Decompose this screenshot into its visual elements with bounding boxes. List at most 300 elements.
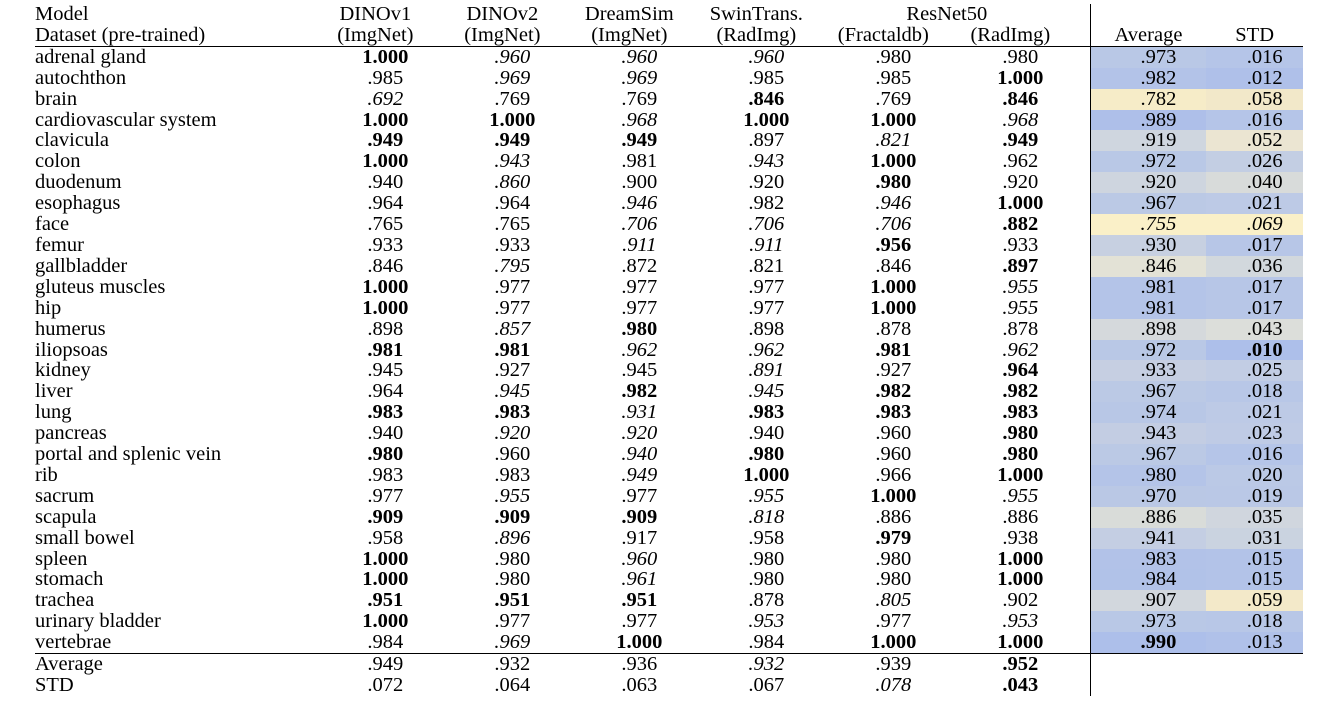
- cell-swintrans: [693, 381, 820, 402]
- cell-swintrans-value: .980: [748, 547, 785, 570]
- cell-dreamsim: [566, 569, 693, 590]
- cell-resnet50-radimg: [947, 110, 1074, 131]
- cell-dinov2-value: .896: [494, 526, 531, 549]
- cell-dinov1: [312, 423, 439, 444]
- cell-dinov2-value: .943: [494, 150, 531, 173]
- cell-dreamsim: [566, 319, 693, 340]
- cell-resnet50-radimg: [947, 465, 1074, 486]
- table-row: [35, 360, 1303, 381]
- cell-dinov2-value: .945: [494, 380, 531, 403]
- dataset-header-label: Dataset (pre-trained): [35, 25, 312, 46]
- cell-std: [1206, 465, 1303, 486]
- table-row: [35, 507, 1303, 528]
- row-label: face: [35, 213, 70, 236]
- cell-dreamsim: [566, 298, 693, 319]
- cell-resnet50-radimg-value: .933: [1002, 233, 1039, 256]
- cell-average-value: .967: [1140, 443, 1177, 466]
- cell-swintrans-value: .920: [748, 171, 785, 194]
- cell-swintrans-value: .897: [748, 129, 785, 152]
- table-row: [35, 89, 1303, 110]
- cell-resnet50-radimg: [947, 507, 1074, 528]
- cell-swintrans: [693, 632, 820, 653]
- cell-std-value: .015: [1246, 547, 1283, 570]
- cell-resnet50-fractaldb: [820, 89, 947, 110]
- cell-dinov1-value: .980: [367, 443, 404, 466]
- cell-dreamsim-value: .946: [621, 192, 658, 215]
- cell-average: [1090, 319, 1206, 340]
- cell-dreamsim-value: .706: [621, 213, 658, 236]
- row-label: urinary bladder: [35, 610, 161, 633]
- cell-average: [1090, 151, 1206, 172]
- dataset-header-row: [35, 25, 1303, 46]
- cell-dinov2: [439, 402, 566, 423]
- table-row: [35, 465, 1303, 486]
- cell-swintrans-value: .943: [748, 150, 785, 173]
- gap-cell: [1074, 214, 1090, 235]
- cell-resnet50-radimg-value: .982: [1002, 380, 1039, 403]
- cell-resnet50-fractaldb-value: .981: [875, 338, 912, 361]
- cell-dinov1-value: .940: [367, 171, 404, 194]
- cell-dinov2-value: .977: [494, 275, 531, 298]
- cell-average: [1090, 381, 1206, 402]
- cell-std: [1206, 381, 1303, 402]
- cell-swintrans-value: .953: [748, 610, 785, 633]
- dataset-resnet50-radimg: (RadImg): [947, 25, 1074, 46]
- cell-std: [1206, 256, 1303, 277]
- cell-resnet50-radimg: [947, 46, 1074, 67]
- cell-dinov2: [439, 486, 566, 507]
- dataset-gap: [1074, 25, 1090, 46]
- table-row: [35, 528, 1303, 549]
- cell-resnet50-radimg-value: .980: [1002, 422, 1039, 445]
- row-label: clavicula: [35, 129, 109, 152]
- cell-average-value: .907: [1140, 589, 1177, 612]
- cell-dinov2-value: .860: [494, 171, 531, 194]
- cell-dreamsim: [566, 172, 693, 193]
- dataset-dreamsim: (ImgNet): [566, 25, 693, 46]
- cell-swintrans: [693, 130, 820, 151]
- cell-dreamsim: [566, 444, 693, 465]
- cell-std: [1206, 46, 1303, 67]
- cell-average: [1090, 193, 1206, 214]
- cell-dreamsim-value: .962: [621, 338, 658, 361]
- cell-average-value: .755: [1140, 213, 1177, 236]
- summary-empty-std: [1206, 675, 1303, 696]
- gap-cell: [1074, 235, 1090, 256]
- cell-average: [1090, 340, 1206, 361]
- cell-resnet50-fractaldb-value: 1.000: [870, 631, 917, 654]
- cell-swintrans: [693, 486, 820, 507]
- gap-cell: [1074, 632, 1090, 653]
- cell-dinov2: [439, 130, 566, 151]
- cell-std: [1206, 319, 1303, 340]
- cell-std-value: .058: [1246, 87, 1283, 110]
- summary-resnet50-radimg-value: .952: [1002, 653, 1039, 676]
- model-name-dreamsim: DreamSim: [584, 3, 674, 25]
- cell-std-value: .059: [1246, 589, 1283, 612]
- cell-resnet50-fractaldb: [820, 256, 947, 277]
- cell-resnet50-fractaldb-value: .886: [875, 505, 912, 528]
- cell-resnet50-fractaldb: [820, 277, 947, 298]
- cell-dreamsim-value: .945: [621, 359, 658, 382]
- cell-dreamsim: [566, 193, 693, 214]
- cell-swintrans-value: .980: [748, 443, 785, 466]
- cell-average: [1090, 611, 1206, 632]
- cell-resnet50-radimg-value: .955: [1002, 296, 1039, 319]
- cell-dinov1: [312, 172, 439, 193]
- gap-cell: [1074, 340, 1090, 361]
- cell-average: [1090, 68, 1206, 89]
- cell-dreamsim-value: .960: [621, 45, 658, 68]
- cell-std-value: .020: [1246, 463, 1283, 486]
- cell-dinov1: [312, 277, 439, 298]
- cell-dreamsim: [566, 486, 693, 507]
- summary-dreamsim-value: .936: [621, 653, 658, 676]
- summary-dinov2: [439, 675, 566, 696]
- cell-dinov1: [312, 319, 439, 340]
- cell-std: [1206, 569, 1303, 590]
- cell-std: [1206, 89, 1303, 110]
- header-gap: [1074, 4, 1090, 25]
- cell-std-value: .052: [1246, 129, 1283, 152]
- cell-dreamsim-value: .981: [621, 150, 658, 173]
- cell-resnet50-radimg-value: .980: [1002, 443, 1039, 466]
- cell-resnet50-fractaldb: [820, 507, 947, 528]
- table-row: [35, 214, 1303, 235]
- cell-swintrans: [693, 549, 820, 570]
- cell-dreamsim-value: 1.000: [616, 631, 663, 654]
- cell-resnet50-fractaldb: [820, 214, 947, 235]
- gap-cell: [1074, 486, 1090, 507]
- cell-dreamsim-value: .911: [622, 233, 657, 256]
- cell-resnet50-fractaldb-value: .769: [875, 87, 912, 110]
- cell-dinov2: [439, 507, 566, 528]
- cell-dinov2-value: .969: [494, 66, 531, 89]
- cell-dreamsim-value: .769: [621, 87, 658, 110]
- cell-resnet50-fractaldb-value: .985: [875, 66, 912, 89]
- dataset-swintrans: (RadImg): [693, 25, 820, 46]
- cell-dinov2: [439, 611, 566, 632]
- summary-dinov2: [439, 654, 566, 675]
- cell-dinov2-value: .969: [494, 631, 531, 654]
- cell-std: [1206, 444, 1303, 465]
- cell-average: [1090, 130, 1206, 151]
- cell-dinov2: [439, 360, 566, 381]
- cell-dinov1-value: .983: [367, 401, 404, 424]
- cell-dinov2-value: .857: [494, 317, 531, 340]
- row-label: gluteus muscles: [35, 275, 166, 298]
- cell-resnet50-fractaldb: [820, 151, 947, 172]
- cell-dinov2-value: .951: [494, 589, 531, 612]
- row-label: small bowel: [35, 526, 135, 549]
- cell-dreamsim: [566, 423, 693, 444]
- cell-swintrans-value: .955: [748, 484, 785, 507]
- cell-resnet50-fractaldb-value: .980: [875, 547, 912, 570]
- gap-cell: [1074, 423, 1090, 444]
- summary-dinov2-value: .064: [494, 674, 531, 696]
- cell-swintrans: [693, 298, 820, 319]
- cell-dinov1: [312, 360, 439, 381]
- cell-average-value: .967: [1140, 192, 1177, 215]
- cell-dreamsim: [566, 340, 693, 361]
- cell-dinov1-value: .949: [367, 129, 404, 152]
- cell-resnet50-fractaldb-value: .946: [875, 192, 912, 215]
- cell-resnet50-fractaldb-value: .966: [875, 463, 912, 486]
- cell-resnet50-fractaldb-value: .982: [875, 380, 912, 403]
- cell-dinov1: [312, 151, 439, 172]
- std-column-header: STD: [1206, 25, 1303, 46]
- cell-resnet50-radimg-value: .953: [1002, 610, 1039, 633]
- cell-resnet50-radimg: [947, 423, 1074, 444]
- cell-dreamsim-value: .940: [621, 443, 658, 466]
- cell-swintrans: [693, 528, 820, 549]
- cell-average: [1090, 507, 1206, 528]
- cell-resnet50-radimg: [947, 569, 1074, 590]
- gap-cell: [1074, 528, 1090, 549]
- cell-resnet50-radimg: [947, 89, 1074, 110]
- cell-dinov2-value: .977: [494, 610, 531, 633]
- cell-dinov2-value: .960: [494, 443, 531, 466]
- cell-dinov2-value: .977: [494, 296, 531, 319]
- cell-std: [1206, 590, 1303, 611]
- cell-dreamsim-value: .951: [621, 589, 658, 612]
- row-label: colon: [35, 150, 81, 173]
- cell-std-value: .016: [1246, 108, 1283, 131]
- model-header-row: [35, 4, 1303, 25]
- cell-resnet50-fractaldb: [820, 569, 947, 590]
- cell-dinov2-value: .909: [494, 505, 531, 528]
- cell-swintrans-value: .958: [748, 526, 785, 549]
- gap-cell: [1074, 319, 1090, 340]
- cell-average: [1090, 89, 1206, 110]
- cell-resnet50-fractaldb-value: .960: [875, 443, 912, 466]
- organ-rows: [35, 46, 1303, 653]
- cell-resnet50-radimg: [947, 360, 1074, 381]
- cell-resnet50-fractaldb: [820, 590, 947, 611]
- cell-resnet50-radimg: [947, 172, 1074, 193]
- cell-std-value: .069: [1246, 213, 1283, 236]
- cell-dinov1: [312, 590, 439, 611]
- cell-std-value: .031: [1246, 526, 1283, 549]
- cell-dinov1-value: .964: [367, 380, 404, 403]
- cell-dinov2: [439, 193, 566, 214]
- cell-dreamsim-value: .960: [621, 547, 658, 570]
- cell-dreamsim: [566, 465, 693, 486]
- cell-resnet50-fractaldb: [820, 340, 947, 361]
- cell-average-value: .981: [1140, 275, 1177, 298]
- cell-std: [1206, 507, 1303, 528]
- summary-resnet50-fractaldb: [820, 654, 947, 675]
- cell-std-value: .015: [1246, 568, 1283, 591]
- summary-resnet50-fractaldb-value: .939: [875, 653, 912, 676]
- cell-dinov1-value: .692: [367, 87, 404, 110]
- cell-resnet50-radimg-value: .968: [1002, 108, 1039, 131]
- cell-resnet50-radimg-value: .962: [1002, 338, 1039, 361]
- cell-dinov1: [312, 298, 439, 319]
- summary-dinov1-value: .949: [367, 653, 404, 676]
- cell-dinov1-value: 1.000: [362, 275, 409, 298]
- cell-resnet50-fractaldb: [820, 235, 947, 256]
- cell-swintrans: [693, 402, 820, 423]
- cell-dinov2-value: .960: [494, 45, 531, 68]
- cell-swintrans: [693, 151, 820, 172]
- cell-std: [1206, 360, 1303, 381]
- cell-dinov1: [312, 632, 439, 653]
- table-row: [35, 569, 1303, 590]
- cell-average: [1090, 277, 1206, 298]
- cell-dinov1-value: .951: [367, 589, 404, 612]
- cell-resnet50-radimg-value: .964: [1002, 359, 1039, 382]
- cell-dinov2: [439, 110, 566, 131]
- cell-dinov1: [312, 549, 439, 570]
- cell-average-value: .973: [1140, 610, 1177, 633]
- cell-resnet50-radimg: [947, 549, 1074, 570]
- cell-resnet50-radimg-value: 1.000: [997, 192, 1044, 215]
- table-row: [35, 68, 1303, 89]
- cell-dreamsim-value: .961: [621, 568, 658, 591]
- cell-resnet50-radimg: [947, 130, 1074, 151]
- cell-std: [1206, 549, 1303, 570]
- cell-resnet50-fractaldb-value: 1.000: [870, 275, 917, 298]
- cell-dinov1-value: .933: [367, 233, 404, 256]
- gap-cell: [1074, 675, 1090, 696]
- cell-resnet50-fractaldb: [820, 423, 947, 444]
- summary-resnet50-radimg: [947, 654, 1074, 675]
- cell-dinov1: [312, 444, 439, 465]
- cell-swintrans-value: .977: [748, 275, 785, 298]
- cell-resnet50-fractaldb: [820, 193, 947, 214]
- cell-resnet50-radimg: [947, 632, 1074, 653]
- cell-dreamsim-value: .968: [621, 108, 658, 131]
- gap-cell: [1074, 549, 1090, 570]
- cell-dinov1: [312, 193, 439, 214]
- cell-dreamsim: [566, 381, 693, 402]
- cell-dinov1-value: 1.000: [362, 108, 409, 131]
- cell-average: [1090, 465, 1206, 486]
- cell-dinov1: [312, 340, 439, 361]
- table-row: [35, 632, 1303, 653]
- cell-resnet50-fractaldb: [820, 298, 947, 319]
- cell-resnet50-radimg-value: .983: [1002, 401, 1039, 424]
- cell-average: [1090, 214, 1206, 235]
- cell-dinov1: [312, 214, 439, 235]
- cell-average: [1090, 402, 1206, 423]
- gap-cell: [1074, 465, 1090, 486]
- cell-resnet50-fractaldb-value: 1.000: [870, 150, 917, 173]
- cell-resnet50-radimg-value: .846: [1002, 87, 1039, 110]
- cell-dinov2: [439, 319, 566, 340]
- table-row: [35, 486, 1303, 507]
- cell-dinov1: [312, 235, 439, 256]
- cell-dinov2: [439, 423, 566, 444]
- cell-average-value: .970: [1140, 484, 1177, 507]
- cell-average-value: .972: [1140, 150, 1177, 173]
- cell-dinov2: [439, 298, 566, 319]
- cell-swintrans-value: .706: [748, 213, 785, 236]
- cell-dinov2-value: .955: [494, 484, 531, 507]
- cell-swintrans: [693, 569, 820, 590]
- cell-dinov1-value: .977: [367, 484, 404, 507]
- cell-average: [1090, 632, 1206, 653]
- summary-resnet50-fractaldb: [820, 675, 947, 696]
- cell-resnet50-fractaldb-value: .878: [875, 317, 912, 340]
- cell-dreamsim: [566, 277, 693, 298]
- cell-average-value: .989: [1140, 108, 1177, 131]
- model-name-dinov1: DINOv1: [339, 3, 412, 25]
- cell-swintrans: [693, 172, 820, 193]
- cell-resnet50-radimg: [947, 444, 1074, 465]
- cell-swintrans: [693, 193, 820, 214]
- gap-cell: [1074, 193, 1090, 214]
- summary-row: [35, 675, 1303, 696]
- gap-cell: [1074, 151, 1090, 172]
- cell-std-value: .043: [1246, 317, 1283, 340]
- cell-dinov2-value: 1.000: [489, 108, 536, 131]
- cell-dinov2-value: .795: [494, 254, 531, 277]
- cell-std: [1206, 402, 1303, 423]
- table-row: [35, 151, 1303, 172]
- cell-swintrans-value: .911: [749, 233, 784, 256]
- cell-average-value: .983: [1140, 547, 1177, 570]
- cell-dreamsim-value: .977: [621, 484, 658, 507]
- cell-average-value: .982: [1140, 66, 1177, 89]
- cell-average: [1090, 360, 1206, 381]
- cell-dinov2: [439, 444, 566, 465]
- summary-resnet50-radimg-value: .043: [1002, 674, 1039, 696]
- cell-dinov1: [312, 569, 439, 590]
- cell-swintrans-value: .982: [748, 192, 785, 215]
- cell-dinov2-value: .983: [494, 401, 531, 424]
- cell-dinov2: [439, 465, 566, 486]
- row-label: iliopsoas: [35, 338, 108, 361]
- cell-dreamsim: [566, 507, 693, 528]
- cell-dinov2: [439, 528, 566, 549]
- table-row: [35, 110, 1303, 131]
- cell-dreamsim-value: .977: [621, 610, 658, 633]
- row-label: sacrum: [35, 484, 95, 507]
- dataset-dinov2: (ImgNet): [439, 25, 566, 46]
- cell-resnet50-fractaldb: [820, 110, 947, 131]
- table-row: [35, 46, 1303, 67]
- cell-resnet50-radimg-value: .920: [1002, 171, 1039, 194]
- cell-dinov2-value: .983: [494, 463, 531, 486]
- summary-dinov1-value: .072: [367, 674, 404, 696]
- summary-dreamsim-value: .063: [621, 674, 658, 696]
- cell-resnet50-fractaldb-value: .980: [875, 568, 912, 591]
- cell-average: [1090, 528, 1206, 549]
- cell-dinov2-value: .964: [494, 192, 531, 215]
- cell-resnet50-fractaldb: [820, 381, 947, 402]
- gap-cell: [1074, 569, 1090, 590]
- cell-dinov2: [439, 590, 566, 611]
- cell-dinov2: [439, 235, 566, 256]
- cell-dreamsim-value: .949: [621, 463, 658, 486]
- cell-swintrans-value: .846: [748, 87, 785, 110]
- cell-average: [1090, 444, 1206, 465]
- cell-std: [1206, 214, 1303, 235]
- cell-std-value: .025: [1246, 359, 1283, 382]
- row-label: esophagus: [35, 192, 121, 215]
- cell-std: [1206, 277, 1303, 298]
- cell-resnet50-radimg-value: .886: [1002, 505, 1039, 528]
- cell-std: [1206, 130, 1303, 151]
- row-label: spleen: [35, 547, 88, 570]
- cell-dreamsim: [566, 611, 693, 632]
- cell-dreamsim: [566, 151, 693, 172]
- cell-swintrans: [693, 277, 820, 298]
- cell-std: [1206, 632, 1303, 653]
- summary-dinov2-value: .932: [494, 653, 531, 676]
